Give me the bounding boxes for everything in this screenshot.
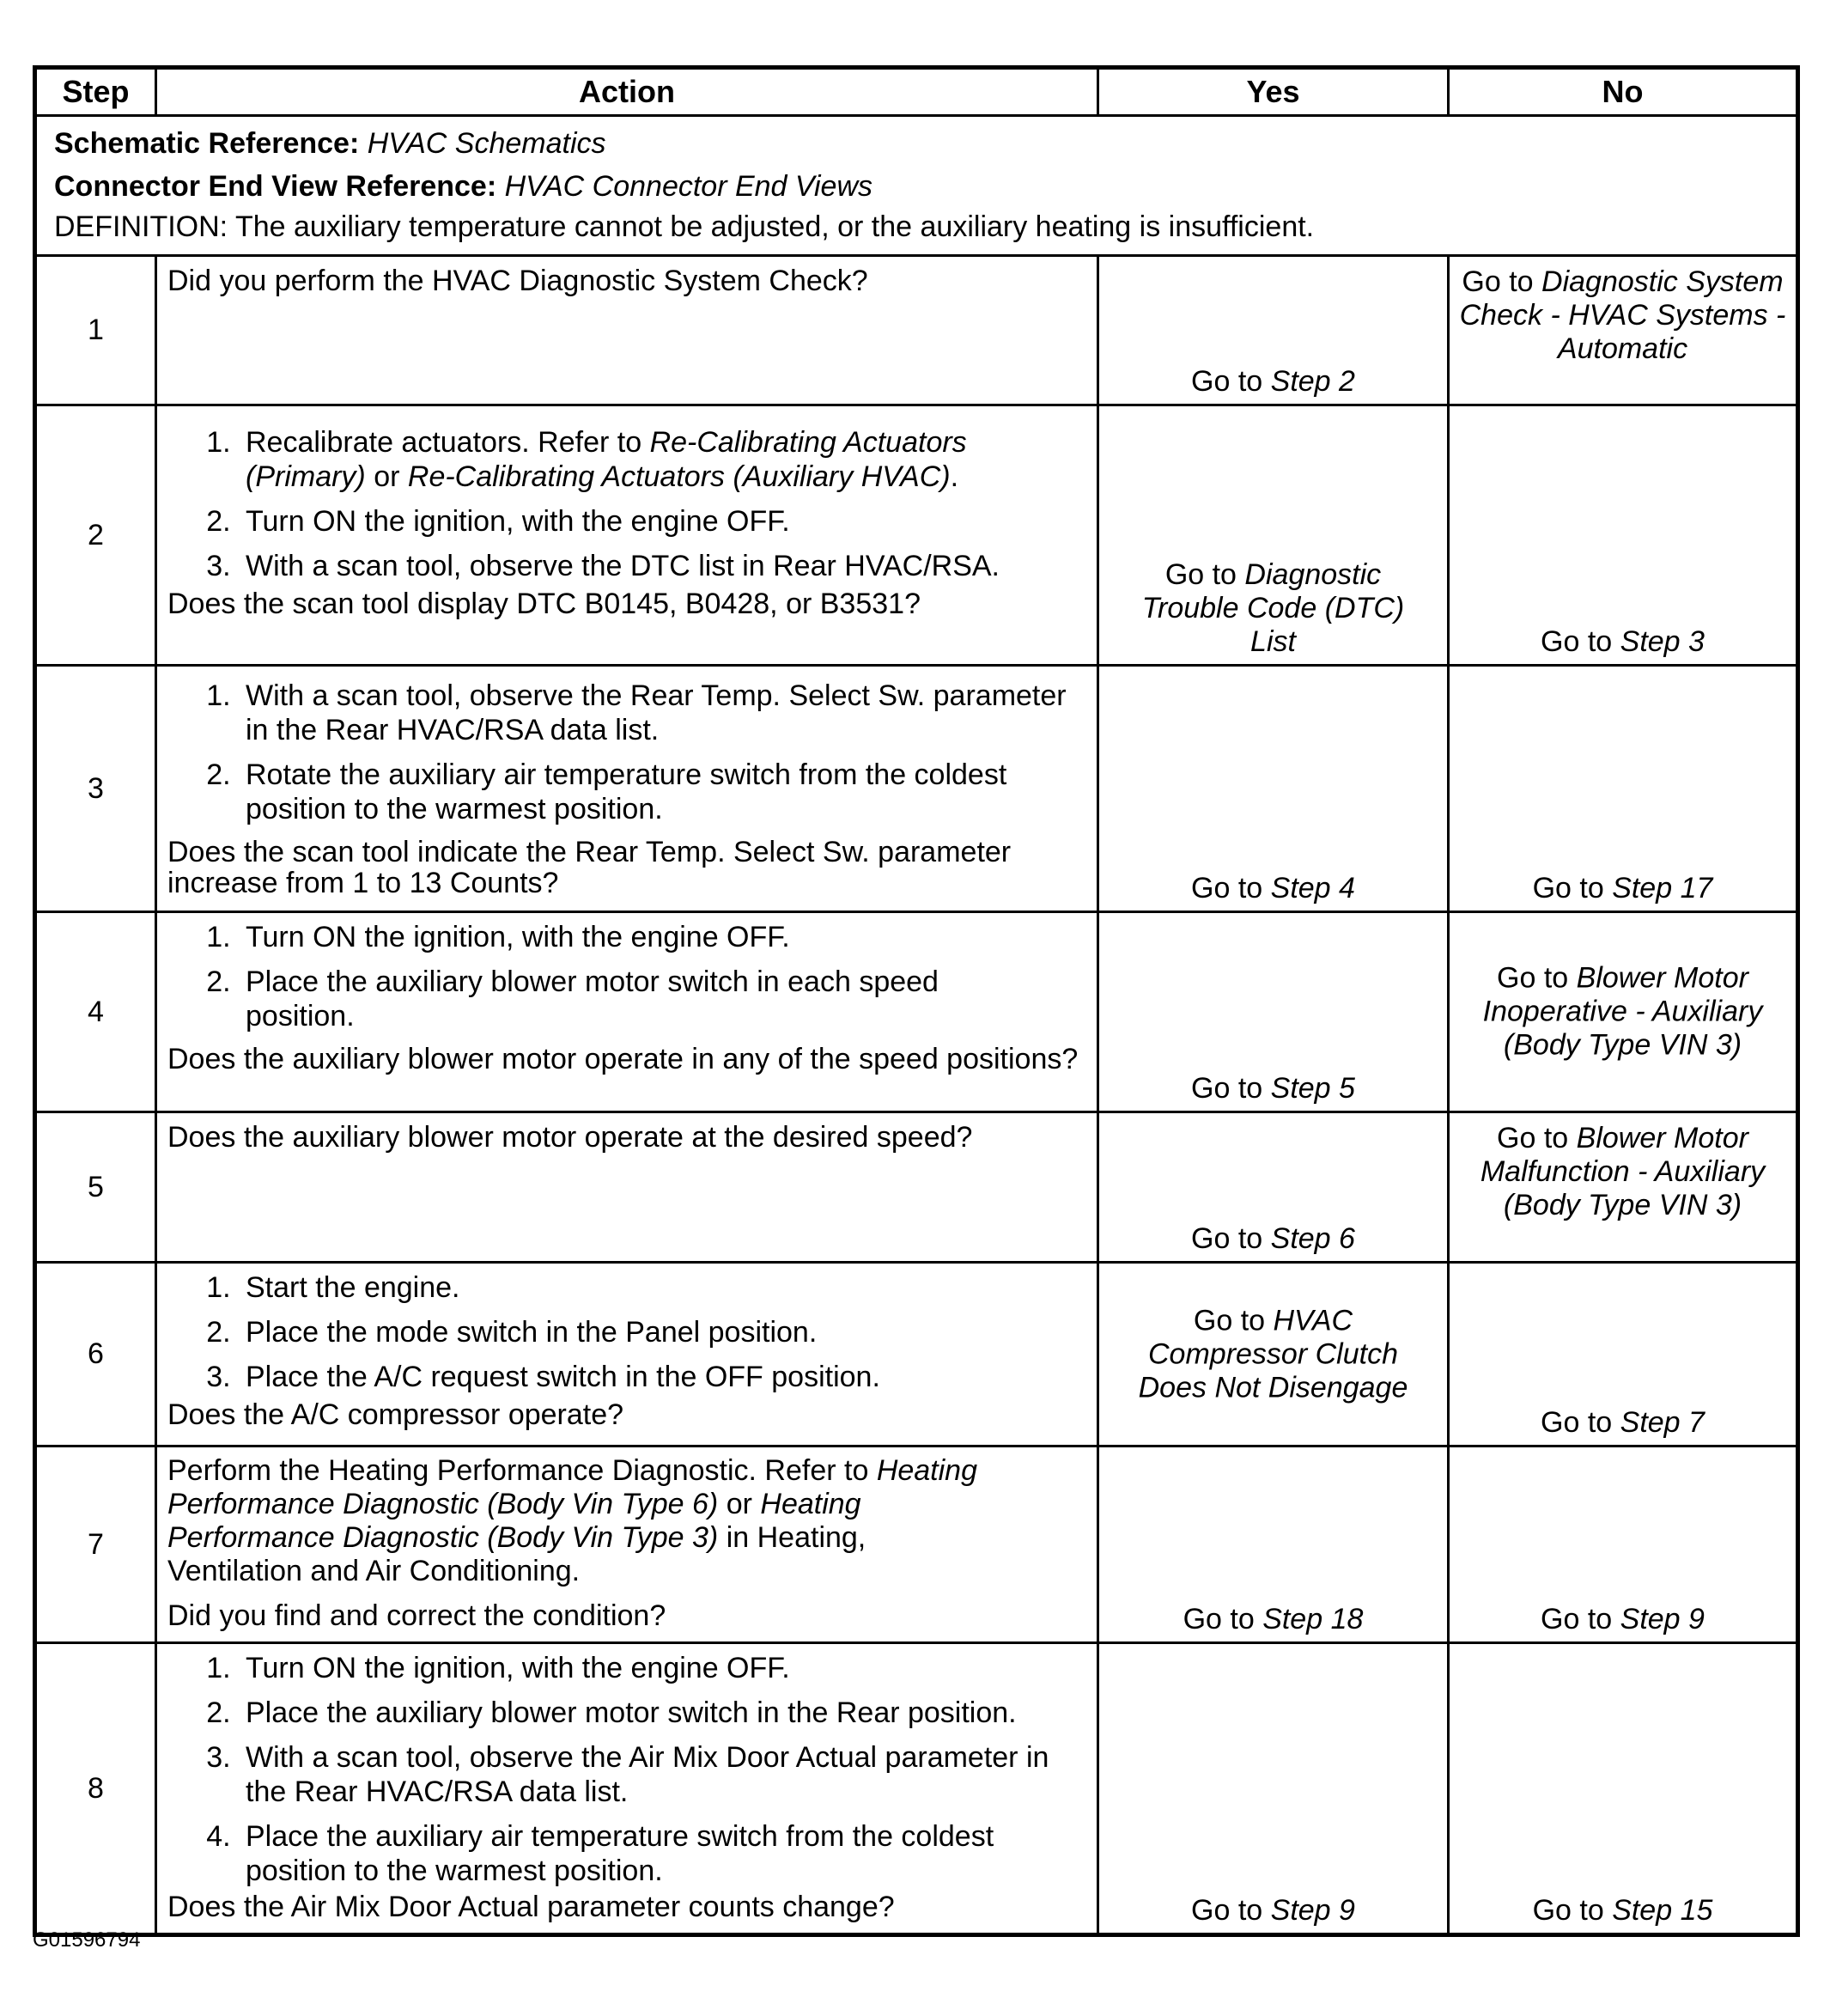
action-cell xyxy=(156,1643,1098,1935)
header-yes: Yes xyxy=(1098,68,1449,116)
figure-id: G01596794 xyxy=(33,1928,141,1952)
yes-link[interactable]: Step 2 xyxy=(1270,365,1355,398)
diagnostic-table xyxy=(33,65,1800,1937)
yes-link[interactable]: Step 5 xyxy=(1270,1072,1355,1105)
table-row xyxy=(35,1447,1798,1643)
no-cell: Go to Blower Motor Malfunction - Auxiliary (Body Type VIN 3) xyxy=(1449,1112,1798,1263)
list-item: 1. With a scan tool, observe the Rear Temp. Select Sw. parameter in the Rear HVAC/RSA data list. xyxy=(239,679,1086,747)
action-cell xyxy=(156,1263,1098,1447)
action-cell xyxy=(156,256,1098,405)
list-item: 1. Turn ON the ignition, with the engine OFF. xyxy=(239,1651,1086,1685)
yes-cell: Go to HVAC Compressor Clutch Does Not Disengage xyxy=(1098,1263,1449,1447)
list-item: 2. Place the auxiliary blower motor switch in each speed position. xyxy=(239,965,1086,1033)
question: Does the scan tool display DTC B0145, B0428, or B3531? xyxy=(167,588,921,620)
yes-cell: Go to Step 5 xyxy=(1098,912,1449,1112)
connector-reference: Connector End View Reference: HVAC Connector End Views xyxy=(54,170,872,203)
list-item: 3. With a scan tool, observe the Air Mix Door Actual parameter in the Rear HVAC/RSA data list. xyxy=(239,1740,1086,1809)
yes-link[interactable]: Step 9 xyxy=(1270,1894,1355,1927)
yes-link[interactable]: Step 4 xyxy=(1270,872,1355,904)
question: Does the A/C compressor operate? xyxy=(167,1398,624,1431)
no-link[interactable]: Diagnostic System Check - HVAC Systems - Automatic xyxy=(1459,265,1786,365)
no-link[interactable]: Step 7 xyxy=(1620,1406,1705,1439)
no-link[interactable]: Step 15 xyxy=(1612,1894,1713,1927)
question: Does the scan tool indicate the Rear Temp. Select Sw. parameter increase from 1 to 13 Counts? xyxy=(167,836,1012,899)
list-item: 1. Turn ON the ignition, with the engine OFF. xyxy=(239,920,1086,954)
no-cell: Go to Step 3 xyxy=(1449,405,1798,666)
no-cell: Go to Step 15 xyxy=(1449,1643,1798,1935)
action-list xyxy=(167,425,1086,583)
table-row xyxy=(35,666,1798,912)
yes-link[interactable]: Step 18 xyxy=(1262,1603,1364,1635)
no-cell: Go to Step 9 xyxy=(1449,1447,1798,1643)
reference-link[interactable]: Heating Performance Diagnostic (Body Vin Type 6) xyxy=(167,1454,978,1520)
question: Does the auxiliary blower motor operate in any of the speed positions? xyxy=(167,1043,1079,1075)
definition: DEFINITION: The auxiliary temperature cannot be adjusted, or the auxiliary heating is insufficient. xyxy=(54,210,1315,243)
step-number: 2 xyxy=(35,405,156,666)
reference-link[interactable]: Re-Calibrating Actuators (Auxiliary HVAC) xyxy=(407,460,951,493)
schematic-reference: Schematic Reference: HVAC Schematics xyxy=(54,127,606,160)
yes-cell: Go to Step 4 xyxy=(1098,666,1449,912)
header-no: No xyxy=(1449,68,1798,116)
yes-cell: Go to Step 6 xyxy=(1098,1112,1449,1263)
no-link[interactable]: Blower Motor Malfunction - Auxiliary (Body Type VIN 3) xyxy=(1480,1122,1766,1221)
list-item: 4. Place the auxiliary air temperature switch from the coldest position to the warmest position. xyxy=(239,1819,1086,1888)
action-cell xyxy=(156,912,1098,1112)
question: Did you find and correct the condition? xyxy=(167,1599,666,1632)
question: Does the auxiliary blower motor operate at the desired speed? xyxy=(167,1121,973,1154)
yes-cell: Go to Step 9 xyxy=(1098,1643,1449,1935)
table-row xyxy=(35,256,1798,405)
list-item: 3. With a scan tool, observe the DTC list in Rear HVAC/RSA. xyxy=(239,549,1086,583)
no-link[interactable]: Blower Motor Inoperative - Auxiliary (Body Type VIN 3) xyxy=(1482,961,1763,1062)
question: Does the Air Mix Door Actual parameter counts change? xyxy=(167,1891,895,1923)
no-cell: Go to Diagnostic System Check - HVAC Systems - Automatic xyxy=(1449,256,1798,405)
action-cell xyxy=(156,666,1098,912)
step-number: 1 xyxy=(35,256,156,405)
step-number: 8 xyxy=(35,1643,156,1935)
yes-link[interactable]: Diagnostic Trouble Code (DTC) List xyxy=(1141,558,1405,658)
table-row xyxy=(35,1643,1798,1935)
step-number: 6 xyxy=(35,1263,156,1447)
action-list xyxy=(167,1651,1086,1888)
reference-cell xyxy=(35,116,1798,256)
table-row xyxy=(35,1112,1798,1263)
yes-cell: Go to Diagnostic Trouble Code (DTC) List xyxy=(1098,405,1449,666)
action-list xyxy=(167,679,1086,826)
reference-link[interactable]: Heating Performance Diagnostic (Body Vin Type 3) xyxy=(167,1488,861,1554)
table-row xyxy=(35,1263,1798,1447)
header-row xyxy=(35,68,1798,116)
list-item: 3. Place the A/C request switch in the OFF position. xyxy=(239,1360,1086,1394)
header-action: Action xyxy=(156,68,1098,116)
list-item: 2. Rotate the auxiliary air temperature switch from the coldest position to the warmest position. xyxy=(239,758,1086,826)
list-item: 2. Place the auxiliary blower motor switch in the Rear position. xyxy=(239,1696,1086,1730)
question: Did you perform the HVAC Diagnostic System Check? xyxy=(167,265,868,297)
action-cell xyxy=(156,1112,1098,1263)
list-item: 1. Recalibrate actuators. Refer to Re-Calibrating Actuators (Primary) or Re-Calibrating Actuators (Auxiliary HVAC). xyxy=(239,425,1086,494)
step-number: 3 xyxy=(35,666,156,912)
reference-link[interactable]: Re-Calibrating Actuators (Primary) xyxy=(246,426,967,493)
action-cell xyxy=(156,405,1098,666)
step-number: 5 xyxy=(35,1112,156,1263)
list-item: 1. Start the engine. xyxy=(239,1270,1086,1305)
list-item: 2. Turn ON the ignition, with the engine OFF. xyxy=(239,504,1086,539)
header-step: Step xyxy=(35,68,156,116)
action-cell xyxy=(156,1447,1098,1643)
step-number: 7 xyxy=(35,1447,156,1643)
no-link[interactable]: Step 9 xyxy=(1620,1603,1705,1635)
no-cell: Go to Step 7 xyxy=(1449,1263,1798,1447)
yes-cell: Go to Step 2 xyxy=(1098,256,1449,405)
no-cell: Go to Step 17 xyxy=(1449,666,1798,912)
no-cell: Go to Blower Motor Inoperative - Auxiliary (Body Type VIN 3) xyxy=(1449,912,1798,1112)
action-list xyxy=(167,1270,1086,1394)
yes-link[interactable]: HVAC Compressor Clutch Does Not Disengage xyxy=(1138,1304,1408,1404)
action-list xyxy=(167,920,1086,1033)
table-row xyxy=(35,912,1798,1112)
yes-cell: Go to Step 18 xyxy=(1098,1447,1449,1643)
list-item: 2. Place the mode switch in the Panel position. xyxy=(239,1315,1086,1349)
reference-row xyxy=(35,116,1798,256)
no-link[interactable]: Step 3 xyxy=(1620,625,1705,658)
paragraph: Perform the Heating Performance Diagnostic. Refer to Heating Performance Diagnostic (Body Vin Type 6) or Heating Performance Diagnostic (Body Vin Type 3) in Heating, Ventilation and Air Conditioning. xyxy=(167,1454,978,1587)
no-link[interactable]: Step 17 xyxy=(1612,872,1713,904)
yes-link[interactable]: Step 6 xyxy=(1270,1222,1355,1255)
table-row xyxy=(35,405,1798,666)
step-number: 4 xyxy=(35,912,156,1112)
